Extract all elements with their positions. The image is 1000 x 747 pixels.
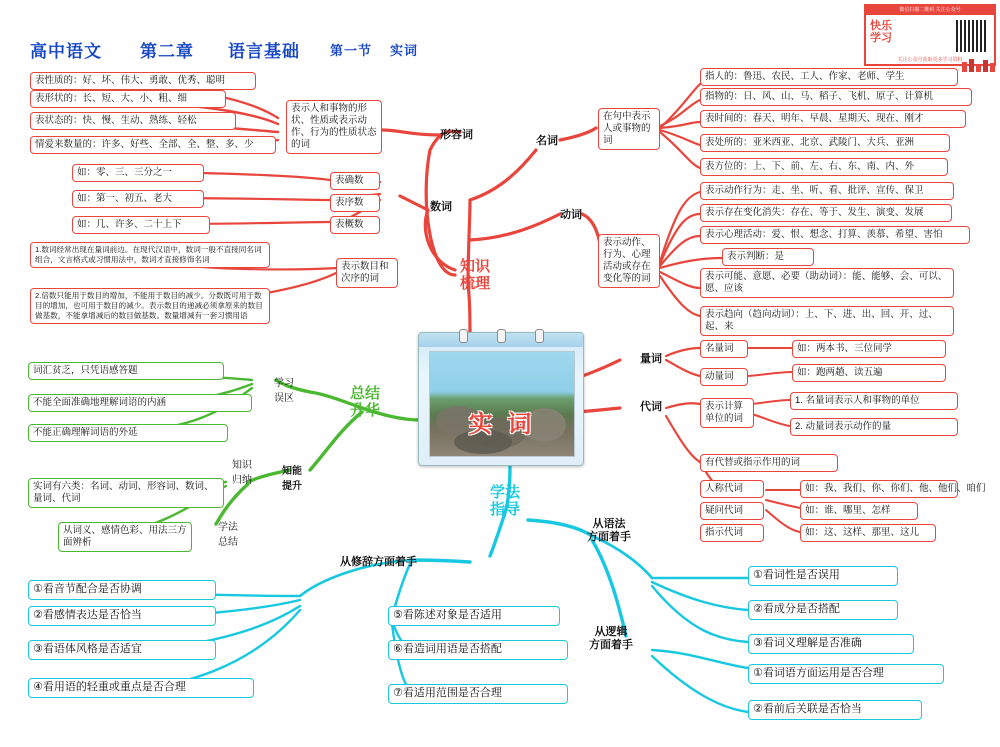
definition-pronoun: 有代替或指示作用的词 bbox=[700, 454, 838, 472]
rhetoric-item: ②看感情表达是否恰当 bbox=[28, 606, 216, 626]
label-from-rhetoric: 从修辞方面着手 bbox=[340, 556, 417, 568]
noun-item: 指物的：日、风、山、马、稻子、飞机、原子、计算机 bbox=[700, 88, 972, 106]
pronoun-type-demonstrative: 指示代词 bbox=[700, 524, 764, 542]
center-topic-card bbox=[418, 332, 584, 466]
label-quantifier: 量词 bbox=[640, 353, 662, 365]
numeral-example: 如：零、三、三分之一 bbox=[72, 164, 204, 182]
verb-item: 表示动作行为：走、坐、听、看、批评、宣传、保卫 bbox=[700, 182, 954, 200]
quantifier-noun-type: 名量词 bbox=[700, 340, 748, 358]
rhetoric-item: ⑤看陈述对象是否适用 bbox=[388, 606, 560, 626]
adjective-item: 表状态的：快、慢、生动、熟练、轻松 bbox=[30, 112, 236, 130]
hub-knowledge: 知识 梳理 bbox=[459, 258, 490, 293]
quantifier-verb-type: 动量词 bbox=[700, 368, 748, 386]
definition-numeral: 表示数目和次序的词 bbox=[336, 258, 398, 288]
promo-caption: 关注公众号获取更多学习资料 bbox=[897, 57, 963, 63]
summary-item: 不能全面准确地理解词语的内涵 bbox=[28, 394, 252, 412]
pronoun-type-personal: 人称代词 bbox=[700, 480, 764, 498]
numeral-note: 1.数词经常出现在量词前边。在现代汉语中，数词一般不直接同名词组合，文言格式或习惯用法中，数词才直接修饰名词 bbox=[30, 242, 270, 268]
label-ability-up: 知能 提升 bbox=[282, 466, 302, 492]
label-method-sum: 学法 总结 bbox=[218, 522, 238, 548]
grammar-item: ③看词义理解是否准确 bbox=[748, 634, 914, 654]
pronoun-type-interrogative: 疑问代词 bbox=[700, 502, 764, 520]
rhetoric-item: ⑥看造词用语是否搭配 bbox=[388, 640, 568, 660]
summary-knowledge-item: 实词有六类：名词、动词、形容词、数词、量词、代词 bbox=[28, 478, 224, 508]
noun-item: 指人的：鲁迅、农民、工人、作家、老师、学生 bbox=[700, 68, 958, 86]
verb-item: 表示趋向（趋向动词）：上、下、进、出、回、开、过、起、来 bbox=[700, 306, 954, 336]
page-title-section: 第一节 bbox=[330, 43, 373, 58]
label-verb: 动词 bbox=[560, 209, 582, 221]
quantifier-note: 2. 动量词表示动作的量 bbox=[790, 418, 958, 436]
verb-item: 表示存在变化消失：存在、等于、发生、演变、发展 bbox=[700, 204, 952, 222]
numeral-example: 如：几、许多、二十上下 bbox=[72, 216, 210, 234]
logic-item: ②看前后关联是否恰当 bbox=[748, 700, 922, 720]
definition-unit-word: 表示计算单位的词 bbox=[700, 398, 754, 428]
definition-noun: 在句中表示人或事物的词 bbox=[598, 108, 660, 150]
page-title-subject: 高中语文 bbox=[30, 42, 102, 61]
binder-ring bbox=[535, 329, 544, 343]
rhetoric-item: ④看用语的轻重或重点是否合理 bbox=[28, 678, 254, 698]
pronoun-example: 如：我、我们、你、你们、他、他们、咱们 bbox=[800, 480, 958, 498]
label-from-grammar: 从语法 方面着手 bbox=[587, 518, 631, 544]
label-pronoun: 代词 bbox=[640, 401, 662, 413]
summary-knowledge-item: 从词义、感情色彩、用法三方面辨析 bbox=[58, 522, 192, 552]
numeral-type-approx: 表概数 bbox=[330, 216, 380, 234]
card-photo bbox=[429, 351, 575, 457]
card-title: 实 词 bbox=[468, 411, 536, 438]
rhetoric-item: ①看音节配合是否协调 bbox=[28, 580, 216, 600]
promo-banner-text: 微信扫描二维码 关注公众号 bbox=[866, 6, 994, 15]
hub-method: 学法 指导 bbox=[489, 484, 520, 519]
definition-adjective: 表示人和事物的形状、性质或表示动作、行为的性质状态的词 bbox=[286, 100, 382, 154]
numeral-type-ordinal: 表序数 bbox=[330, 194, 380, 212]
qr-code-icon bbox=[956, 20, 988, 52]
page-title-section-name: 实词 bbox=[390, 43, 419, 58]
label-adjective: 形容词 bbox=[440, 129, 473, 141]
binder-ring bbox=[459, 329, 468, 343]
label-knowledge-sum: 知识 归纳 bbox=[232, 460, 252, 486]
books-icon bbox=[962, 58, 998, 72]
noun-item: 表处所的：亚米西亚、北京、武陵门、大兵、亚洲 bbox=[700, 134, 950, 152]
pronoun-example: 如：谁、哪里、怎样 bbox=[800, 502, 918, 520]
definition-verb: 表示动作、行为、心理活动或存在变化等的词 bbox=[598, 234, 660, 288]
quantifier-note: 1. 名量词表示人和事物的单位 bbox=[790, 392, 958, 410]
page-title-chapter: 第二章 bbox=[140, 42, 194, 61]
verb-item: 表示可能、意愿、必要（助动词）：能、能够、会、可以、愿、应该 bbox=[700, 268, 954, 298]
label-study-error: 学习 误区 bbox=[274, 378, 294, 404]
quantifier-example: 如：两本书、三位同学 bbox=[792, 340, 946, 358]
hub-summary: 总结 升华 bbox=[349, 385, 380, 420]
label-noun: 名词 bbox=[536, 135, 558, 147]
noun-item: 表时间的：春天、明年、早晨、星期天、现在、刚才 bbox=[700, 110, 966, 128]
numeral-example: 如：第一、初五、老大 bbox=[72, 190, 204, 208]
label-numeral: 数词 bbox=[430, 201, 452, 213]
adjective-item: 表性质的：好、坏、伟大、勇敢、优秀、聪明 bbox=[30, 72, 256, 90]
rhetoric-item: ⑦看适用范围是否合理 bbox=[388, 684, 568, 704]
rhetoric-item: ③看语体风格是否适宜 bbox=[28, 640, 216, 660]
page-title-topic: 语言基础 bbox=[228, 42, 300, 61]
promo-image bbox=[864, 4, 996, 66]
quantifier-example: 如：跑两趟、读五遍 bbox=[792, 364, 946, 382]
adjective-item: 表形状的：长、短、大、小、粗、细 bbox=[30, 90, 226, 108]
label-from-logic: 从逻辑 方面着手 bbox=[589, 626, 633, 652]
noun-item: 表方位的：上、下、前、左、右、东、南、内、外 bbox=[700, 158, 948, 176]
promo-brand: 快乐 学习 bbox=[870, 20, 892, 45]
summary-item: 不能正确理解词语的外延 bbox=[28, 424, 228, 442]
logic-item: ①看词语方面运用是否合理 bbox=[748, 664, 944, 684]
verb-item: 表示心理活动：爱、恨、想念、打算、羡慕、希望、害怕 bbox=[700, 226, 970, 244]
verb-item: 表示判断：是 bbox=[722, 248, 814, 266]
pronoun-example: 如：这、这样、那里、这儿 bbox=[800, 524, 936, 542]
grammar-item: ①看词性是否误用 bbox=[748, 566, 898, 586]
adjective-item: 情爱来数量的：许多、好些、全部、全、整、多、少 bbox=[30, 136, 276, 154]
numeral-note: 2.倍数只能用于数目的增加，不能用于数目的减少。分数既可用于数目的增加，也可用于数目的减少。表示数目的递减必须拿原来的数目做基数，不能拿增减后的数目做基数。数量增减有一套习惯用语 bbox=[30, 288, 270, 324]
summary-item: 词汇贫乏，只凭语感答题 bbox=[28, 362, 224, 380]
numeral-type-exact: 表确数 bbox=[330, 172, 380, 190]
binder-ring bbox=[497, 329, 506, 343]
grammar-item: ②看成分是否搭配 bbox=[748, 600, 898, 620]
